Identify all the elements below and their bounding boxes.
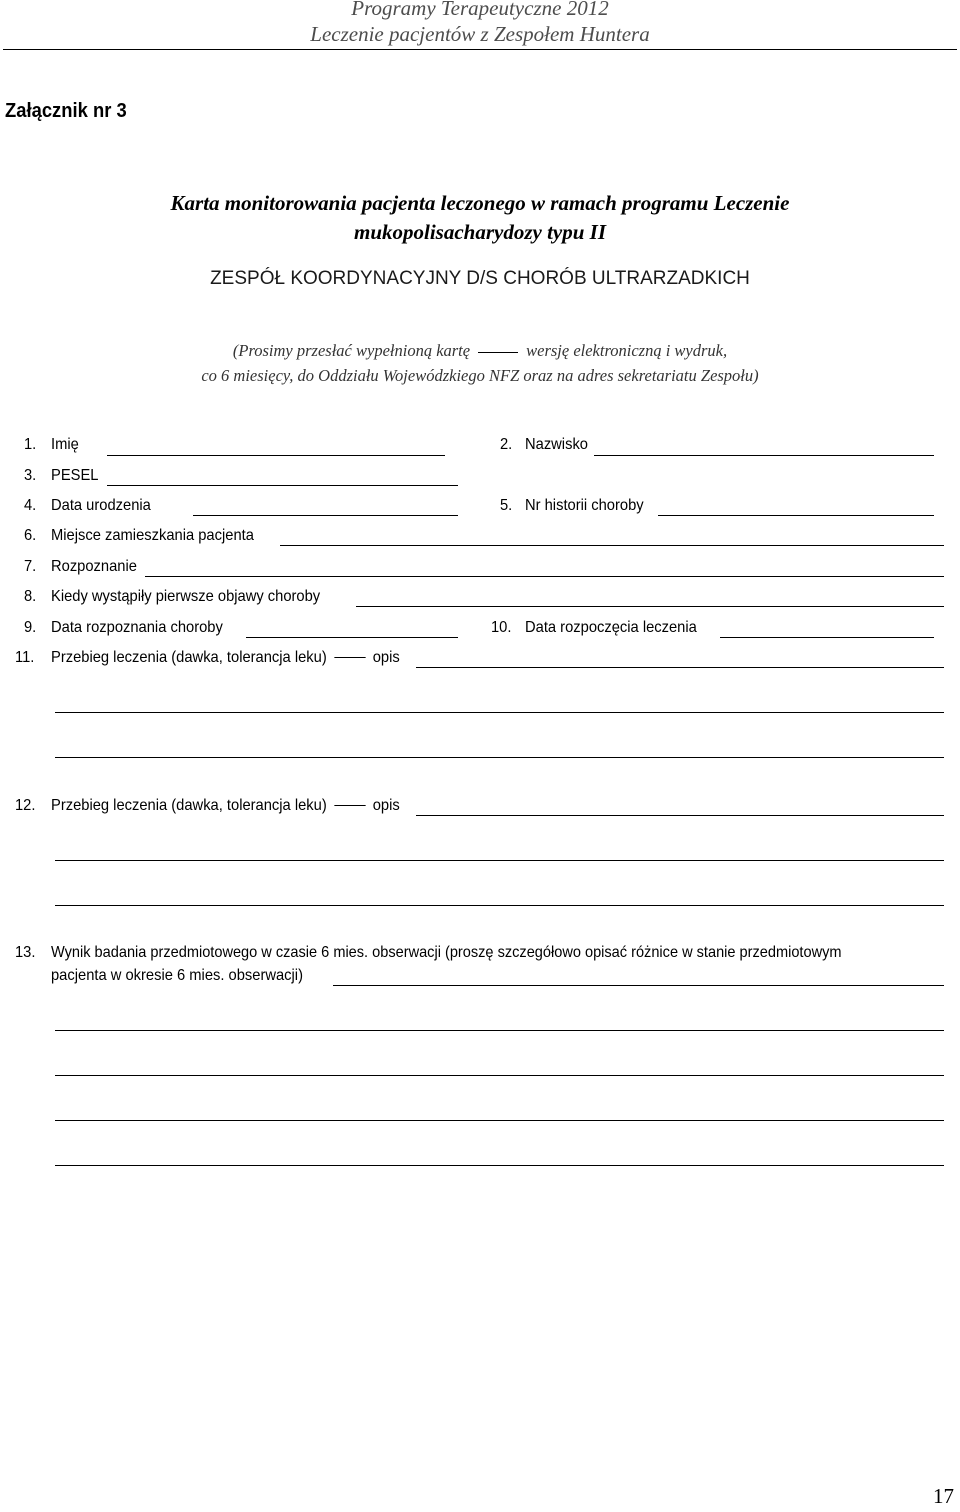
field-3-number: 3.: [24, 467, 37, 484]
field-10-input-line[interactable]: [720, 637, 934, 638]
instruction-line1: [0, 341, 960, 361]
field-12-input-line-3[interactable]: [55, 905, 944, 906]
field-12-input-line[interactable]: [416, 815, 944, 816]
field-3-input-line[interactable]: [107, 485, 458, 486]
field-5-label: Nr historii choroby: [525, 497, 644, 514]
field-10-label: Data rozpoczęcia leczenia: [525, 619, 697, 636]
instruction-line2: co 6 miesięcy, do Oddziału Wojewódzkiego NFZ oraz na adres sekretariatu Zespołu): [201, 366, 759, 385]
field-8-number: 8.: [24, 588, 37, 605]
header-program-subtitle: Leczenie pacjentów z Zespołem Huntera: [310, 22, 650, 46]
field-13-input-line-4[interactable]: [55, 1120, 944, 1121]
field-10-number: 10.: [491, 619, 512, 636]
instruction-dash: [478, 352, 518, 353]
field-9-label: Data rozpoznania choroby: [51, 619, 223, 636]
field-11-dash: [334, 657, 365, 658]
field-1-label: Imię: [51, 436, 79, 453]
field-1-input-line[interactable]: [107, 455, 445, 456]
instruction-part2: wersję elektroniczną i wydruk,: [526, 341, 728, 360]
field-13-input-line[interactable]: [333, 985, 944, 986]
field-11-label-opis: opis: [372, 649, 400, 666]
attachment-label: Załącznik nr 3: [5, 100, 127, 122]
field-8-label: Kiedy wystąpiły pierwsze objawy choroby: [51, 588, 321, 605]
header-rule: [3, 49, 957, 50]
field-13-number: 13.: [15, 944, 36, 961]
field-8-input-line[interactable]: [356, 606, 944, 607]
header-program-title: Programy Terapeutyczne 2012: [351, 0, 609, 20]
field-6-label: Miejsce zamieszkania pacjenta: [51, 527, 254, 544]
field-12-dash: [334, 805, 365, 806]
field-7-number: 7.: [24, 558, 37, 575]
field-5-number: 5.: [500, 497, 513, 514]
field-13-label-line2: pacjenta w okresie 6 mies. obserwacji): [51, 967, 303, 984]
field-13-input-line-5[interactable]: [55, 1165, 944, 1166]
field-11-label: [51, 649, 400, 667]
field-11-input-line[interactable]: [416, 667, 944, 668]
field-7-label: Rozpoznanie: [51, 558, 137, 575]
field-12-number: 12.: [15, 797, 36, 814]
field-3-label: PESEL: [51, 467, 99, 484]
field-12-label-text: Przebieg leczenia (dawka, tolerancja leku): [51, 797, 327, 814]
team-name: ZESPÓŁ KOORDYNACYJNY D/S CHORÓB ULTRARZADKICH: [210, 268, 750, 289]
field-9-input-line[interactable]: [246, 637, 458, 638]
field-11-input-line-3[interactable]: [55, 757, 944, 758]
field-11-number: 11.: [15, 649, 35, 666]
field-9-number: 9.: [24, 619, 37, 636]
field-11-input-line-2[interactable]: [55, 712, 944, 713]
field-13-input-line-2[interactable]: [55, 1030, 944, 1031]
field-5-input-line[interactable]: [658, 515, 934, 516]
field-13-label-line1: Wynik badania przedmiotowego w czasie 6 mies. obserwacji (proszę szczegółowo opisać różnice w stanie przedmiotowym: [51, 944, 842, 961]
field-13-input-line-3[interactable]: [55, 1075, 944, 1076]
form-title-line2: mukopolisacharydozy typu II: [353, 220, 607, 244]
field-12-label: [51, 797, 400, 815]
field-4-label: Data urodzenia: [51, 497, 151, 514]
instruction-part1: (Prosimy przesłać wypełnioną kartę: [232, 341, 471, 360]
field-7-input-line[interactable]: [145, 576, 944, 577]
page-number: 17: [933, 1484, 954, 1508]
field-6-number: 6.: [24, 527, 37, 544]
field-4-input-line[interactable]: [193, 515, 458, 516]
field-2-label: Nazwisko: [525, 436, 588, 453]
field-12-input-line-2[interactable]: [55, 860, 944, 861]
field-2-number: 2.: [500, 436, 513, 453]
field-2-input-line[interactable]: [594, 455, 934, 456]
field-1-number: 1.: [24, 436, 37, 453]
form-title-line1: Karta monitorowania pacjenta leczonego w ramach programu Leczenie: [170, 191, 790, 215]
field-12-label-opis: opis: [372, 797, 400, 814]
field-6-input-line[interactable]: [280, 545, 944, 546]
field-11-label-text: Przebieg leczenia (dawka, tolerancja leku): [51, 649, 327, 666]
field-4-number: 4.: [24, 497, 37, 514]
